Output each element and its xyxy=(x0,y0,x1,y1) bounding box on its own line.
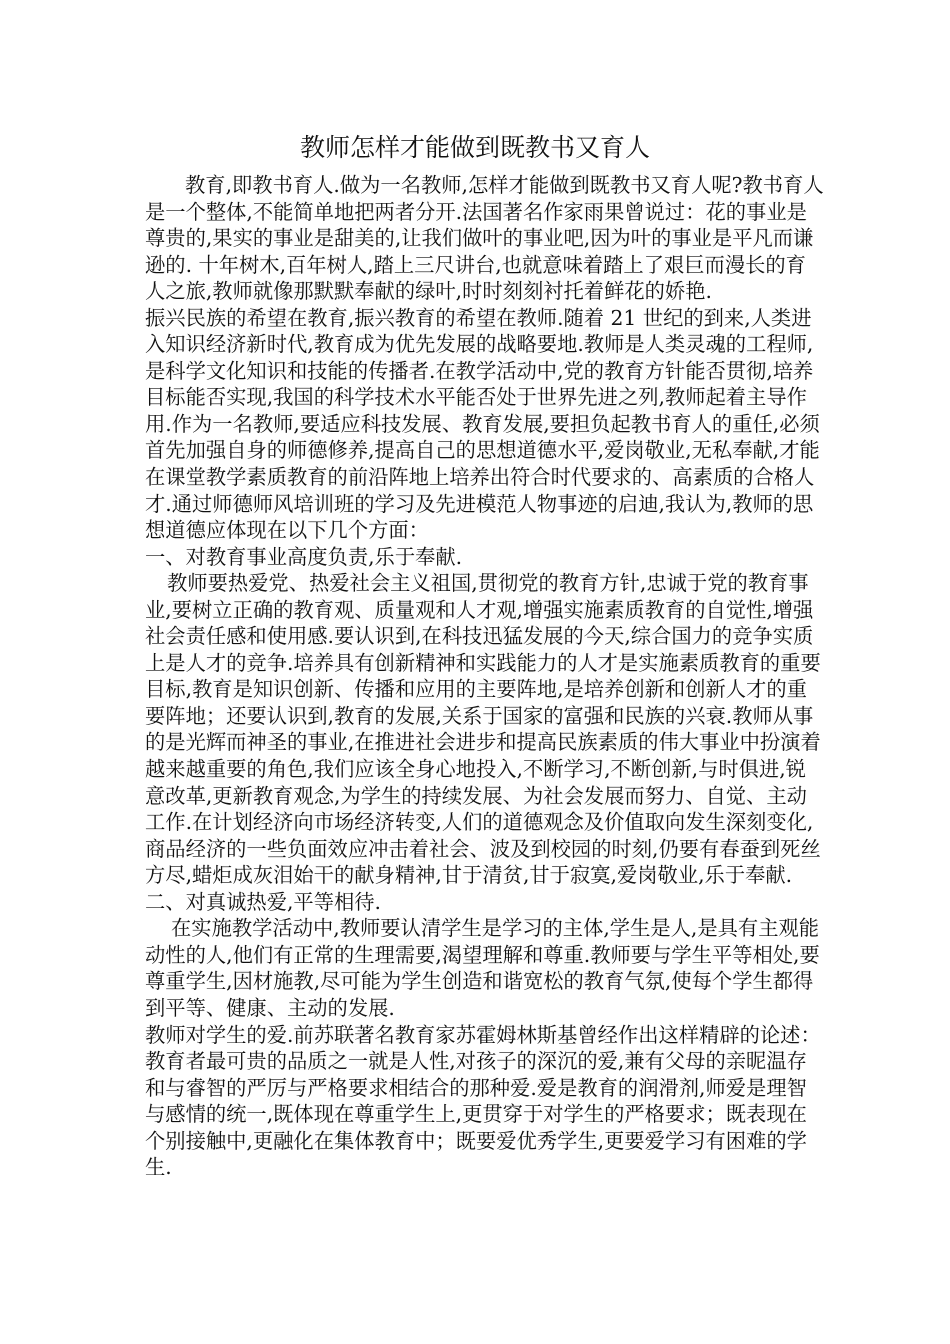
paragraph-teacher-love: 教师对学生的爱.前苏联著名教育家苏霍姆林斯基曾经作出这样精辟的论述：教育者最可贵的品质之一就是人性,对孩子的深沉的爱,兼有父母的亲昵温存和与睿智的严厉与严格要求相结合的那种爱.爱是教育的润滑剂,师爱是理智与感情的统一,既体现在尊重学生上,更贯穿于对学生的严格要求；既表现在个别接触中,更融化在集体教育中；既要爱优秀学生,更要爱学习有困难的学生. xyxy=(145,1022,821,1180)
paragraph-national-hope: 振兴民族的希望在教育,振兴教育的希望在教师.随着 21 世纪的到来,人类进入知识经济新时代,教育成为优先发展的战略要地.教师是人类灵魂的工程师,是科学文化知识和技能的传播者.在教学活动中,党的教育方针能否贯彻,培养目标能否实现,我国的科学技术水平能否处于世界先进之列,教师起着主导作用.作为一名教师,要适应科技发展、教育发展,要担负起教书育人的重任,必须首先加强自身的师德修养,提高自己的思想道德水平,爱岗敬业,无私奉献,才能在课堂教学素质教育的前沿阵地上培养出符合时代要求的、高素质的合格人才.通过师德师风培训班的学习及先进模范人物事迹的启迪,我认为,教师的思想道德应体现在以下几个方面： xyxy=(145,305,820,543)
section-heading-1: 一、对教育事业高度负责,乐于奉献. xyxy=(145,544,463,569)
paragraph-intro: 教育,即教书育人.做为一名教师,怎样才能做到既教书又育人呢?教书育人是一个整体,不能简单地把两者分开.法国著名作家雨果曾说过：花的事业是尊贵的,果实的事业是甜美的,让我们做叶的事业吧,因为叶的事业是平凡而谦逊的. 十年树木,百年树人,踏上三尺讲台,也就意味着踏上了艰巨而漫长的育人之旅,教师就像那默默奉献的绿叶,时时刻刻衬托着鲜花的娇艳. xyxy=(145,173,824,304)
document-body xyxy=(145,172,825,1181)
paragraph-section-1: 教师要热爱党、热爱社会主义祖国,贯彻党的教育方针,忠诚于党的教育事业,要树立正确的教育观、质量观和人才观,增强实施素质教育的自觉性,增强社会责任感和使用感.要认识到,在科技迅猛发展的今天,综合国力的竞争实质上是人才的竞争.培养具有创新精神和实践能力的人才是实施素质教育的重要目标,教育是知识创新、传播和应用的主要阵地,是培养创新和创新人才的重要阵地；还要认识到,教育的发展,关系于国家的富强和民族的兴衰.教师从事的是光辉而神圣的事业,在推进社会进步和提高民族素质的伟大事业中扮演着越来越重要的角色,我们应该全身心地投入,不断学习,不断创新,与时俱进,锐意改革,更新教育观念,为学生的持续发展、为社会发展而努力、自觉、主动工作.在计划经济向市场经济转变,人们的道德观念及价值取向发生深刻变化,商品经济的一些负面效应冲击着社会、波及到校园的时刻,仍要有春蚕到死丝方尽,蜡炬成灰泪始干的献身精神,甘于清贫,甘于寂寞,爱岗敬业,乐于奉献. xyxy=(145,571,821,888)
paragraph-section-2: 在实施教学活动中,教师要认清学生是学习的主体,学生是人,是具有主观能动性的人,他们有正常的生理需要,渴望理解和尊重.教师要与学生平等相处,要尊重学生,因材施教,尽可能为学生创造和谐宽松的教育气氛,使每个学生都得到平等、健康、主动的发展. xyxy=(145,916,820,1020)
document-title: 教师怎样才能做到既教书又育人 xyxy=(299,133,650,162)
section-heading-2: 二、对真诚热爱,平等相待. xyxy=(145,889,381,914)
